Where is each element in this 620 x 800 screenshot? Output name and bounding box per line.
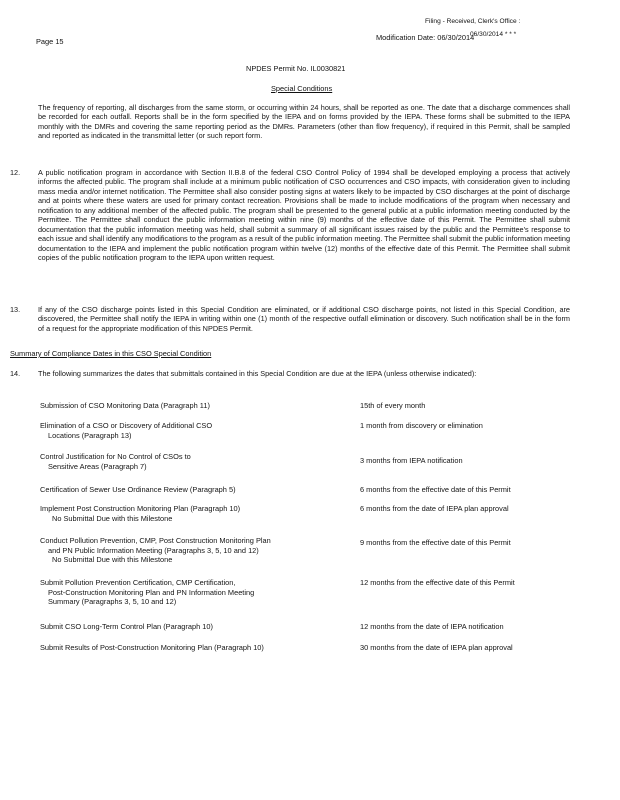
schedule-item-line: Control Justification for No Control of CSOs to	[40, 452, 191, 461]
schedule-item	[40, 485, 360, 495]
schedule-item-line: Submit Results of Post-Construction Monitoring Plan (Paragraph 10)	[40, 643, 264, 652]
schedule-due: 9 months from the effective date of this Permit	[360, 538, 511, 547]
schedule-item-line: Implement Post Construction Monitoring Plan (Paragraph 10)	[40, 504, 241, 513]
schedule-due: 15th of every month	[360, 401, 426, 410]
schedule-item-line: Submit Pollution Prevention Certification, CMP Certification,	[40, 578, 236, 587]
schedule-item	[40, 504, 360, 523]
schedule-item-line: and PN Public Information Meeting (Paragraphs 3, 5, 10 and 12)	[48, 545, 259, 555]
schedule-item-line: Submission of CSO Monitoring Data (Paragraph 11)	[40, 401, 210, 410]
schedule-item	[40, 578, 360, 607]
schedule-item-line: Summary (Paragraphs 3, 5, 10 and 12)	[48, 597, 177, 606]
paragraph-13	[10, 305, 570, 333]
section-title: Special Conditions	[271, 84, 333, 93]
schedule-item	[40, 452, 340, 471]
schedule-due: 1 month from discovery or elimination	[360, 421, 483, 430]
schedule-due: 3 months from IEPA notification	[360, 456, 463, 465]
permit-title: NPDES Permit No. IL0030821	[246, 64, 346, 73]
summary-heading: Summary of Compliance Dates in this CSO Special Condition	[10, 349, 212, 358]
schedule-item-line: No Submittal Due with this Milestone	[52, 555, 173, 564]
modification-date: Modification Date: 06/30/2014	[376, 33, 475, 42]
schedule-item	[40, 536, 360, 565]
schedule-item	[40, 622, 360, 632]
schedule-due: 30 months from the date of IEPA plan approval	[360, 643, 513, 652]
paragraph-text: A public notification program in accordance with Section II.B.8 of the federal CSO Control Policy of 1994 shall be developed employing a process that actively informs the affected public. The program shall include at a minimum public notification of CSO occurrences and CSO impacts, with consideration given to including mass media and/or internet notification. The Permittee shall also consider posting signs at waters likely to be impacted by CSO discharges at the point of discharge and at points where these waters are used for primary contact recreation. Provisions shall be made to include modifications of the program when necessary and notification to any additional member of the affected public. The program shall be presented to the general public at a public information meeting conducted by the Permittee. The Permittee shall conduct the public information meeting within nine (9) months of the effective date of this Permit. The Permittee shall submit documentation that the public information meeting was held, shall submit a summary of all significant issues raised by the public and the Permittee's response to each issue and shall identify any modifications to the program as a result of the public information meeting. The Permittee shall submit the public information meeting documentation to the IEPA and implement the public notification program within twelve (12) months of the effective date of this Permit. The Permittee shall submit copies of the public notification program to the IEPA upon written request.	[38, 168, 571, 263]
intro-paragraph: The frequency of reporting, all discharges from the same storm, or occurring within 24 hours, shall be reported as one. The date that a discharge commences shall be recorded for each outfall. Reports shall be in the form specified by the IEPA and on forms provided by the IEPA. These forms shall be submitted to the IEPA monthly with the DMRs and covering the same reporting period as the DMRs. Parameters (other than flow frequency), if required in this Permit, shall be sampled and reported as indicated in the transmittal letter (or such report form.	[38, 103, 570, 141]
schedule-item-line: Conduct Pollution Prevention, CMP, Post Construction Monitoring Plan	[40, 536, 271, 545]
schedule-item-line: No Submittal Due with this Milestone	[52, 513, 173, 523]
paragraph-text: If any of the CSO discharge points listed in this Special Condition are eliminated, or if additional CSO discharge points, not listed in this Special Condition, are discovered, the Permittee shall notify the IEPA in writing within one (1) month of the respective outfall elimination or discovery. Such notification shall be in the form of a request for the appropriate modification of this NPDES Permit.	[38, 305, 570, 333]
schedule-item-line: Certification of Sewer Use Ordinance Review (Paragraph 5)	[40, 485, 236, 494]
schedule-due: 12 months from the effective date of this Permit	[360, 578, 515, 587]
schedule-item-line: Locations (Paragraph 13)	[48, 430, 132, 440]
paragraph-number: 14.	[10, 369, 21, 378]
schedule-item	[40, 421, 340, 440]
paragraph-number: 12.	[10, 168, 21, 177]
schedule-item-line: Submit CSO Long-Term Control Plan (Paragraph 10)	[40, 622, 213, 631]
schedule-due: 12 months from the date of IEPA notification	[360, 622, 504, 631]
page-number: Page 15	[36, 37, 64, 46]
schedule-item	[40, 401, 340, 411]
paragraph-12	[10, 168, 571, 263]
schedule-due: 6 months from the effective date of this Permit	[360, 485, 511, 494]
filing-stamp	[425, 17, 520, 27]
schedule-item	[40, 643, 360, 653]
schedule-item-line: Elimination of a CSO or Discovery of Additional CSO	[40, 421, 213, 430]
schedule-item-line: Sensitive Areas (Paragraph 7)	[48, 461, 147, 471]
schedule-item-line: Post-Construction Monitoring Plan and PN Information Meeting	[48, 587, 255, 597]
filing-stamp-date: 06/30/2014 * * *	[470, 31, 517, 38]
schedule-due: 6 months from the date of IEPA plan approval	[360, 504, 509, 513]
paragraph-14	[10, 369, 570, 378]
paragraph-text: The following summarizes the dates that submittals contained in this Special Condition are due at the IEPA (unless otherwise indicated):	[38, 369, 477, 378]
filing-stamp-text: Filing - Received, Clerk's Office :	[425, 18, 521, 25]
paragraph-number: 13.	[10, 305, 21, 314]
